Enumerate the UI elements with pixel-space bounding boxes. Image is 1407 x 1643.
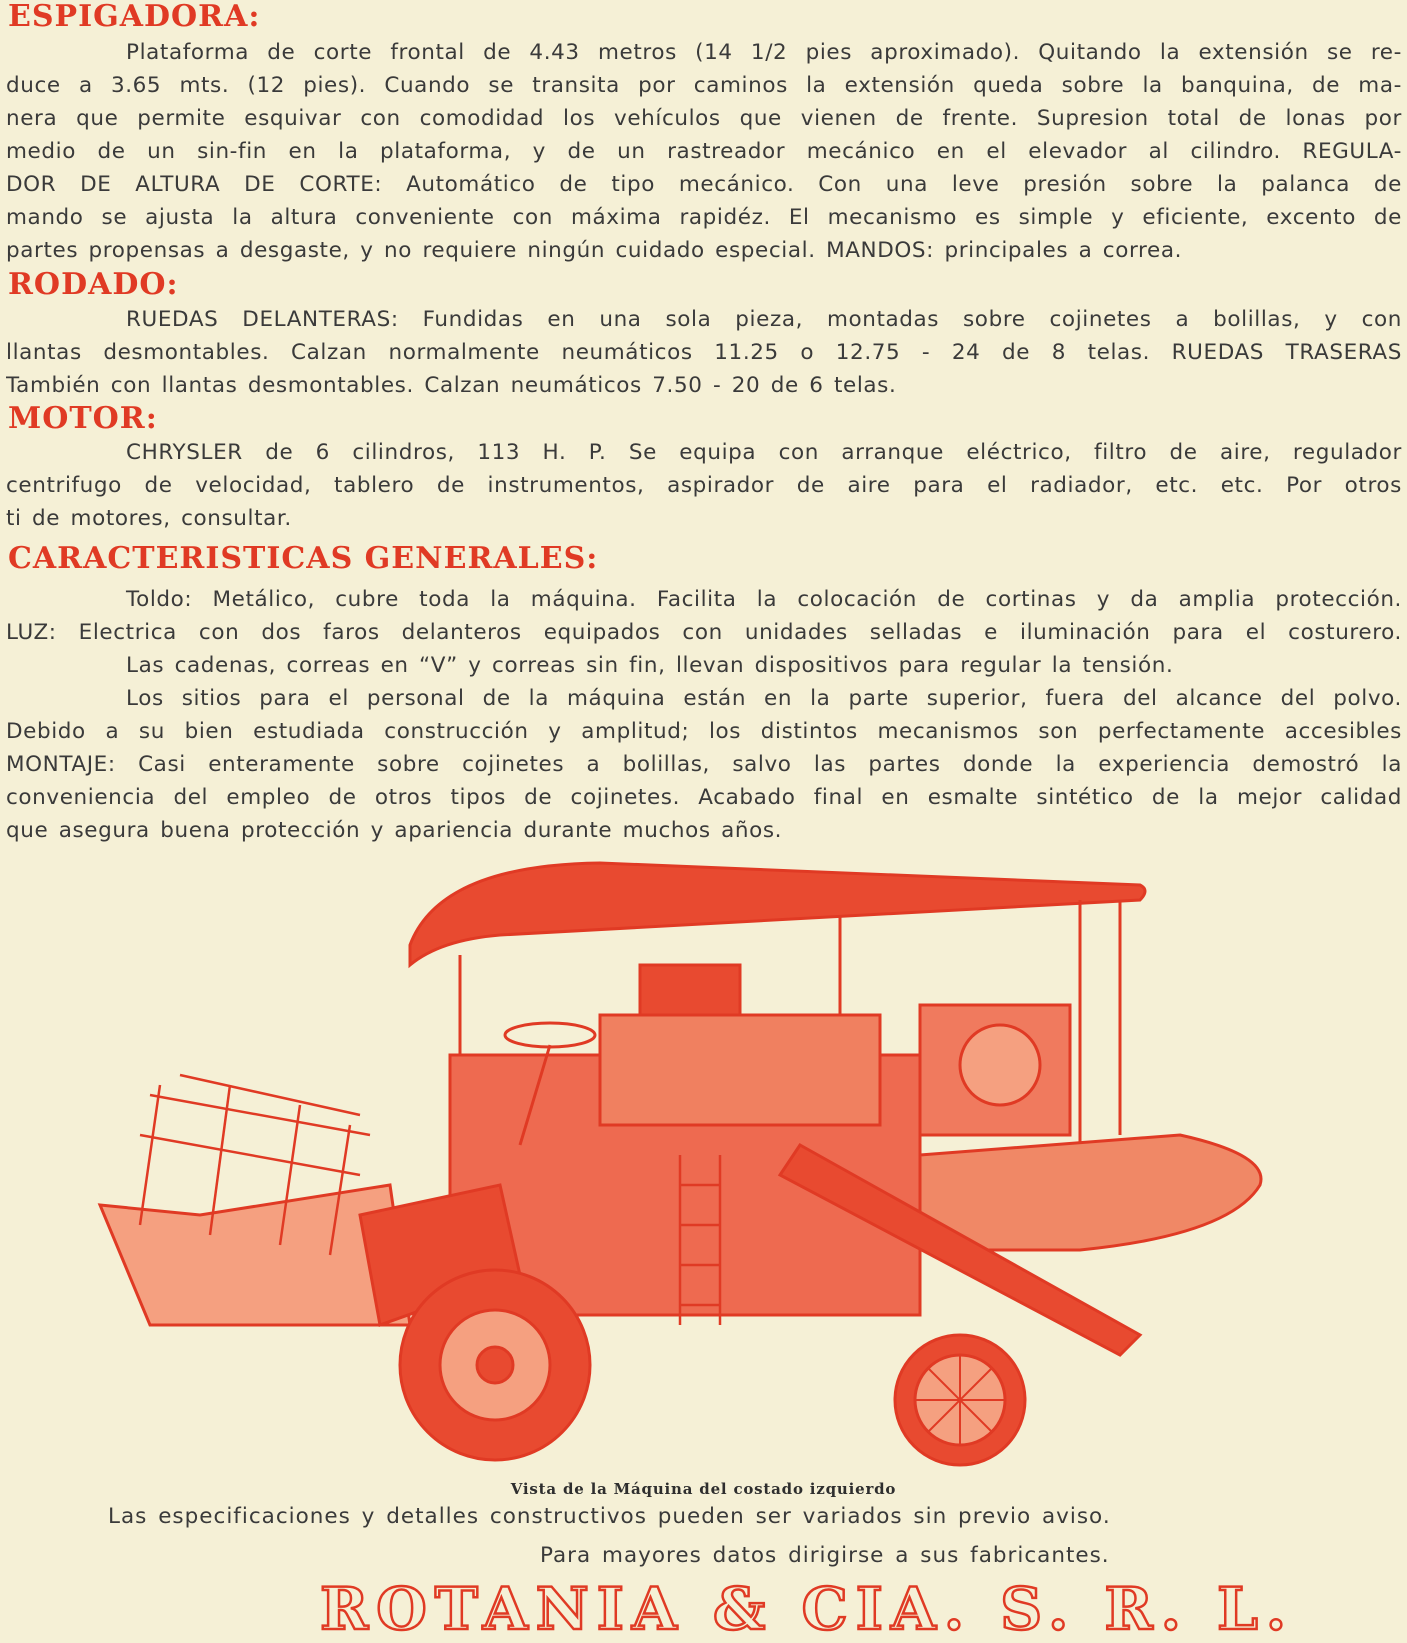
disclaimer-note: Las especificaciones y detalles constructivos pueden ser variados sin previo aviso. <box>108 1504 1111 1529</box>
contact-note: Para mayores datos dirigirse a sus fabricantes. <box>540 1543 1110 1568</box>
text-line: mando se ajusta la altura conveniente con máxima rapidéz. El mecanismo es simple y eficiente, excento de <box>6 205 1402 230</box>
text-line: llantas desmontables. Calzan normalmente neumáticos 11.25 o 12.75 - 24 de 8 telas. RUEDAS TRASERAS <box>6 340 1402 365</box>
text-line: nera que permite esquivar con comodidad los vehículos que vienen de frente. Supresion total de lonas por <box>6 106 1402 131</box>
text-line: CHRYSLER de 6 cilindros, 113 H. P. Se equipa con arranque eléctrico, filtro de aire, regulador <box>126 440 1402 465</box>
text-line: También con llantas desmontables. Calzan neumáticos 7.50 - 20 de 6 telas. <box>6 373 897 398</box>
text-line: MONTAJE: Casi enteramente sobre cojinetes a bolillas, salvo las partes donde la experiencia demostró la <box>6 752 1402 777</box>
text-line: centrifugo de velocidad, tablero de instrumentos, aspirador de aire para el radiador, etc. etc. Por otros <box>6 473 1402 498</box>
text-line: medio de un sin-fin en la plataforma, y de un rastreador mecánico en el elevador al cilindro. REGULA- <box>6 139 1402 164</box>
text-line: duce a 3.65 mts. (12 pies). Cuando se transita por caminos la extensión queda sobre la banquina, de ma- <box>6 73 1402 98</box>
text-line: partes propensas a desgaste, y no requiere ningún cuidado especial. MANDOS: principales a correa. <box>6 238 1183 263</box>
text-line: Los sitios para el personal de la máquina están en la parte superior, fuera del alcance del polvo. <box>126 686 1402 711</box>
text-line: Plataforma de corte frontal de 4.43 metros (14 1/2 pies aproximado). Quitando la extensión se re- <box>126 40 1402 65</box>
text-line: Las cadenas, correas en “V” y correas sin fin, llevan dispositivos para regular la tensión. <box>126 653 1174 678</box>
section-heading-espigadora: ESPIGADORA: <box>8 0 261 34</box>
manufacturer-logo: ROTANIA & CIA. S. R. L. <box>320 1575 1295 1643</box>
text-line: que asegura buena protección y apariencia durante muchos años. <box>6 818 783 843</box>
text-line: RUEDAS DELANTERAS: Fundidas en una sola pieza, montadas sobre cojinetes a bolillas, y con <box>126 307 1402 332</box>
section-heading-rodado: RODADO: <box>8 267 179 302</box>
text-line: Debido a su bien estudiada construcción y amplitud; los distintos mecanismos son perfectamente accesibles <box>6 719 1402 744</box>
figure-caption: Vista de la Máquina del costado izquierdo <box>510 1480 897 1498</box>
harvester-illustration <box>80 855 1310 1485</box>
section-heading-motor: MOTOR: <box>8 401 158 436</box>
text-line: conveniencia del empleo de otros tipos de cojinetes. Acabado final en esmalte sintético de la mejor calidad <box>6 785 1402 810</box>
text-line: ti de motores, consultar. <box>6 506 292 531</box>
text-line: DOR DE ALTURA DE CORTE: Automático de tipo mecánico. Con una leve presión sobre la palanca de <box>6 172 1402 197</box>
text-line: Toldo: Metálico, cubre toda la máquina. Facilita la colocación de cortinas y da amplia protección. <box>126 587 1402 612</box>
text-line: LUZ: Electrica con dos faros delanteros equipados con unidades selladas e iluminación para el costurero. <box>6 620 1402 645</box>
section-heading-generales: CARACTERISTICAS GENERALES: <box>8 541 599 576</box>
